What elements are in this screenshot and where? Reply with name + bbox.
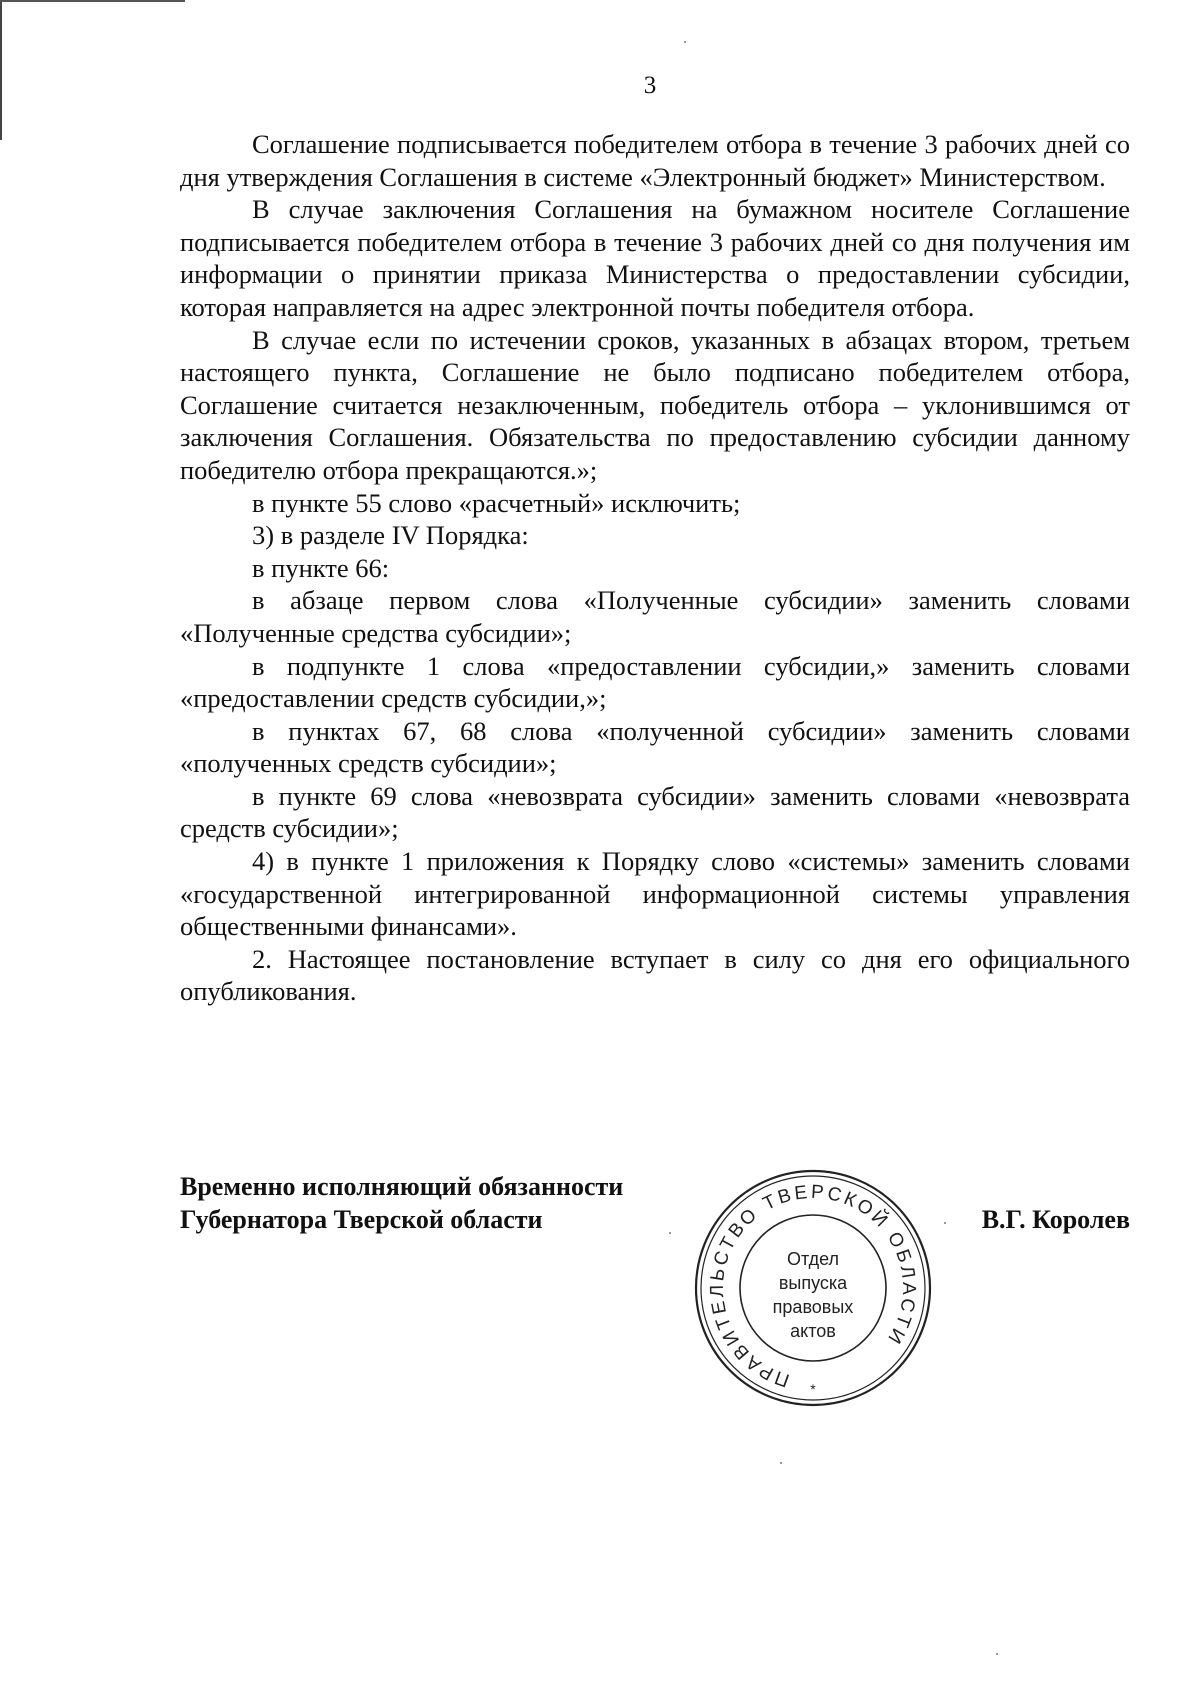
document-body: [180, 128, 1130, 1008]
paragraph: В случае заключения Соглашения на бумажном носителе Соглашение подписывается победителем отбора в течение 3 рабочих дней со дня получения им информации о принятии приказа Министерства о предоставлении субсидии, которая направляется на адрес электронной почты победителя отбора.: [180, 194, 1130, 322]
scan-speck: [996, 1653, 998, 1655]
signatory-position-line: Временно исполняющий обязанности: [180, 1172, 624, 1201]
scan-speck: [684, 41, 686, 43]
signatory-position: [180, 1170, 623, 1236]
stamp-ring-text: ПРАВИТЕЛЬСТВО ТВЕРСКОЙ ОБЛАСТИ: [706, 1181, 920, 1391]
signatory-position-line: Губернатора Тверской области: [180, 1205, 543, 1234]
paragraph: в пункте 66:: [252, 552, 390, 583]
stamp-center-line: выпуска: [778, 1273, 848, 1293]
scan-speck: [780, 1462, 782, 1464]
paragraph: 4) в пункте 1 приложения к Порядку слово «системы» заменить словами «государственной интегрированной информационной системы управления общественными финансами».: [180, 846, 1130, 942]
stamp-star: *: [810, 1381, 816, 1397]
paragraph: В случае если по истечении сроков, указанных в абзацах втором, третьем настоящего пункта, Соглашение не было подписано победителем отбора, Соглашение считается незаключенным, победитель отбора – уклонившимся от заключения Соглашения. Обязательства по предоставлению субсидии данному победителю отбора прекращаются.»;: [180, 324, 1130, 485]
stamp-center-line: правовых: [772, 1297, 854, 1317]
stamp-center-line: актов: [790, 1321, 836, 1341]
paragraph: в пунктах 67, 68 слова «полученной субсидии» заменить словами «полученных средств субсидии»;: [180, 715, 1130, 779]
scan-edge-top: [0, 0, 185, 2]
paragraph: 2. Настоящее постановление вступает в силу со дня его официального опубликования.: [180, 943, 1130, 1007]
scan-speck: [669, 1232, 671, 1234]
stamp-center-line: Отдел: [786, 1249, 840, 1269]
scan-speck: [944, 1222, 946, 1224]
paragraph: в пункте 55 слово «расчетный» исключить;: [252, 487, 741, 518]
scan-edge-left: [0, 0, 2, 140]
paragraph: Соглашение подписывается победителем отбора в течение 3 рабочих дней со дня утверждения Соглашения в системе «Электронный бюджет» Министерством.: [180, 129, 1130, 192]
paragraph: в подпункте 1 слова «предоставлении субсидии,» заменить словами «предоставлении средств субсидии,»;: [180, 650, 1130, 714]
official-stamp: [693, 1168, 933, 1408]
paragraph: в пункте 69 слова «невозврата субсидии» заменить словами «невозврата средств субсидии»;: [180, 780, 1130, 844]
page-number: 3: [643, 72, 657, 99]
paragraph: в абзаце первом слова «Полученные субсидии» заменить словами «Полученные средства субсидии»;: [180, 585, 1130, 648]
signatory-name: В.Г. Королев: [981, 1205, 1130, 1234]
paragraph: 3) в разделе IV Порядка:: [252, 520, 529, 551]
